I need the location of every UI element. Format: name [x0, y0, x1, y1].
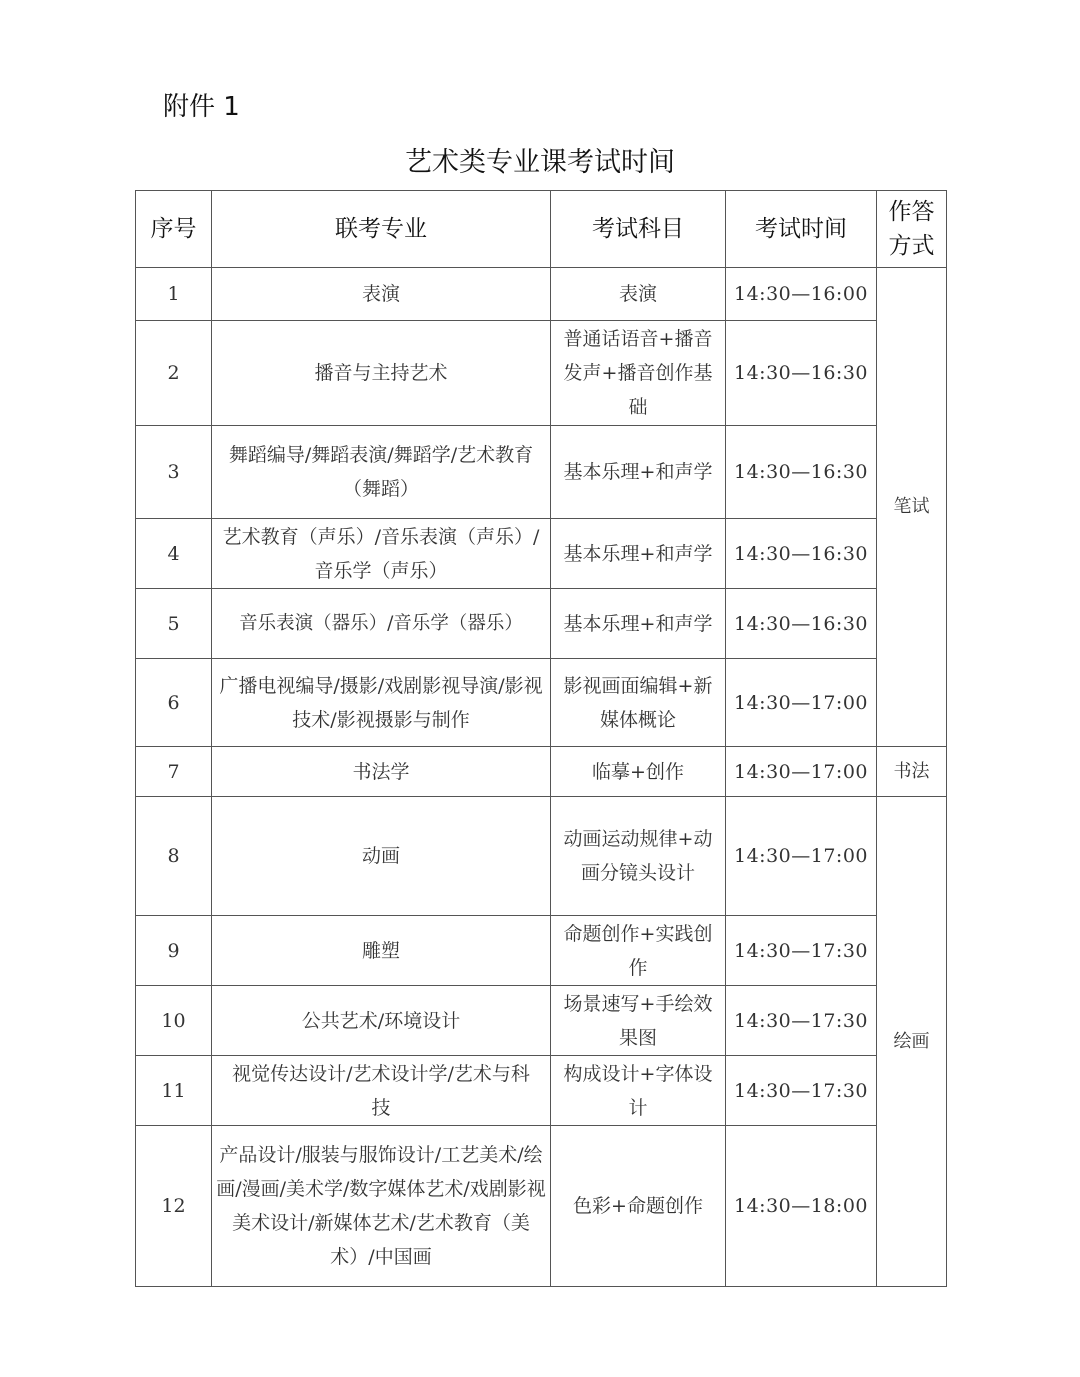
row-index: 4	[136, 519, 212, 589]
method-calligraphy: 书法	[877, 747, 947, 797]
row-subject: 色彩+命题创作	[551, 1126, 726, 1287]
row-time: 14:30—17:30	[726, 916, 877, 986]
method-drawing: 绘画	[877, 797, 947, 1287]
table-row	[136, 519, 947, 589]
row-time: 14:30—16:30	[726, 519, 877, 589]
row-time: 14:30—17:00	[726, 747, 877, 797]
row-major: 雕塑	[212, 916, 551, 986]
header-major: 联考专业	[212, 191, 551, 268]
row-index: 5	[136, 589, 212, 659]
row-major: 舞蹈编导/舞蹈表演/舞蹈学/艺术教育（舞蹈）	[212, 426, 551, 519]
row-subject: 构成设计+字体设计	[551, 1056, 726, 1126]
table-row	[136, 916, 947, 986]
method-written: 笔试	[877, 268, 947, 747]
table-row	[136, 986, 947, 1056]
row-major: 公共艺术/环境设计	[212, 986, 551, 1056]
row-major: 表演	[212, 268, 551, 321]
row-time: 14:30—17:00	[726, 659, 877, 747]
row-subject: 影视画面编辑+新媒体概论	[551, 659, 726, 747]
row-subject: 临摹+创作	[551, 747, 726, 797]
row-time: 14:30—16:00	[726, 268, 877, 321]
exam-schedule-table	[135, 190, 947, 1287]
row-time: 14:30—17:30	[726, 1056, 877, 1126]
table-row	[136, 589, 947, 659]
row-major: 视觉传达设计/艺术设计学/艺术与科技	[212, 1056, 551, 1126]
header-method: 作答方式	[877, 191, 947, 268]
row-subject: 基本乐理+和声学	[551, 589, 726, 659]
table-row	[136, 659, 947, 747]
row-time: 14:30—18:00	[726, 1126, 877, 1287]
row-subject: 命题创作+实践创作	[551, 916, 726, 986]
row-index: 1	[136, 268, 212, 321]
table-row	[136, 321, 947, 426]
table-header-row	[136, 191, 947, 268]
row-index: 6	[136, 659, 212, 747]
row-time: 14:30—16:30	[726, 321, 877, 426]
table-row	[136, 747, 947, 797]
row-subject: 场景速写+手绘效果图	[551, 986, 726, 1056]
document-title: 艺术类专业课考试时间	[405, 147, 675, 178]
row-time: 14:30—16:30	[726, 589, 877, 659]
row-subject: 普通话语音+播音发声+播音创作基础	[551, 321, 726, 426]
row-major: 广播电视编导/摄影/戏剧影视导演/影视技术/影视摄影与制作	[212, 659, 551, 747]
table-row	[136, 797, 947, 916]
row-index: 11	[136, 1056, 212, 1126]
row-time: 14:30—17:30	[726, 986, 877, 1056]
row-index: 7	[136, 747, 212, 797]
table-row	[136, 268, 947, 321]
header-time: 考试时间	[726, 191, 877, 268]
table-row	[136, 426, 947, 519]
header-index: 序号	[136, 191, 212, 268]
row-major: 书法学	[212, 747, 551, 797]
row-subject: 基本乐理+和声学	[551, 519, 726, 589]
header-subject: 考试科目	[551, 191, 726, 268]
row-time: 14:30—17:00	[726, 797, 877, 916]
row-major: 产品设计/服装与服饰设计/工艺美术/绘画/漫画/美术学/数字媒体艺术/戏剧影视美术设计/新媒体艺术/艺术教育（美术）/中国画	[212, 1126, 551, 1287]
row-time: 14:30—16:30	[726, 426, 877, 519]
row-major: 艺术教育（声乐）/音乐表演（声乐）/音乐学（声乐）	[212, 519, 551, 589]
row-major: 播音与主持艺术	[212, 321, 551, 426]
row-major: 音乐表演（器乐）/音乐学（器乐）	[212, 589, 551, 659]
row-subject: 基本乐理+和声学	[551, 426, 726, 519]
row-index: 8	[136, 797, 212, 916]
row-index: 10	[136, 986, 212, 1056]
attachment-label: 附件 1	[163, 92, 240, 122]
row-subject: 表演	[551, 268, 726, 321]
row-index: 9	[136, 916, 212, 986]
row-index: 3	[136, 426, 212, 519]
table-row	[136, 1056, 947, 1126]
row-index: 12	[136, 1126, 212, 1287]
row-subject: 动画运动规律+动画分镜头设计	[551, 797, 726, 916]
table-row	[136, 1126, 947, 1287]
row-index: 2	[136, 321, 212, 426]
row-major: 动画	[212, 797, 551, 916]
